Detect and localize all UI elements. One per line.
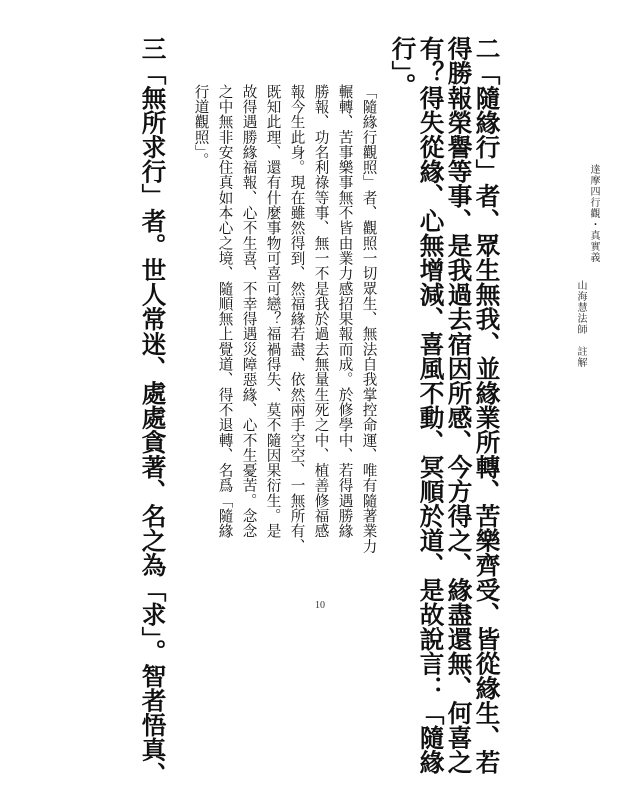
commentary-column-1: 「隨緣行觀照」者、觀照一切眾生、無法自我掌控命運、唯有隨著業力 xyxy=(360,84,378,554)
commentary-column-4: 報今生此身。現在雖然得到、然福緣若盡、依然兩手空空、一無所有、 xyxy=(288,84,306,554)
commentary-column-2: 輾轉、苦事樂事無不皆由業力感招果報而成。於修學中、若得遇勝緣 xyxy=(336,84,354,539)
running-header-title: 達摩四行觀・真實義 xyxy=(588,164,599,263)
body-column-3: 有？得失從緣、心無增減、喜風不動、冥順於道、是故說言：「隨緣 xyxy=(416,36,446,774)
body-column-4: 行」。 xyxy=(388,36,418,98)
commentary-column-6: 故得遇勝緣福報、心不生喜、不幸得遇災障惡緣、心不生憂苦。念念 xyxy=(240,84,258,539)
commentary-column-8: 行道觀照」。 xyxy=(192,84,210,168)
commentary-column-5: 既知此理、還有什麼事物可喜可戀？福禍得失、莫不隨因果衍生。是 xyxy=(264,84,282,539)
body-column-1: 二「隨緣行」者、眾生無我、並緣業所轉、苦樂齊受、皆從緣生、若 xyxy=(472,36,502,774)
running-header-author: 山海慧法師 註解 xyxy=(575,280,586,368)
commentary-column-3: 勝報、功名利祿等事、無一不是我於過去無量生死之中、植善修福感 xyxy=(312,84,330,539)
next-section-column: 三「無所求行」者。世人常迷、處處貪著、名之為「求」。智者悟真、 xyxy=(138,36,168,786)
body-column-2: 得勝報榮譽等事、是我過去宿因所感、今方得之、緣盡還無、何喜之 xyxy=(444,36,474,774)
commentary-column-7: 之中無非安住真如本心之境、隨順無上覺道、得不退轉、名爲「隨緣 xyxy=(216,84,234,539)
page-number: 10 xyxy=(315,600,325,611)
